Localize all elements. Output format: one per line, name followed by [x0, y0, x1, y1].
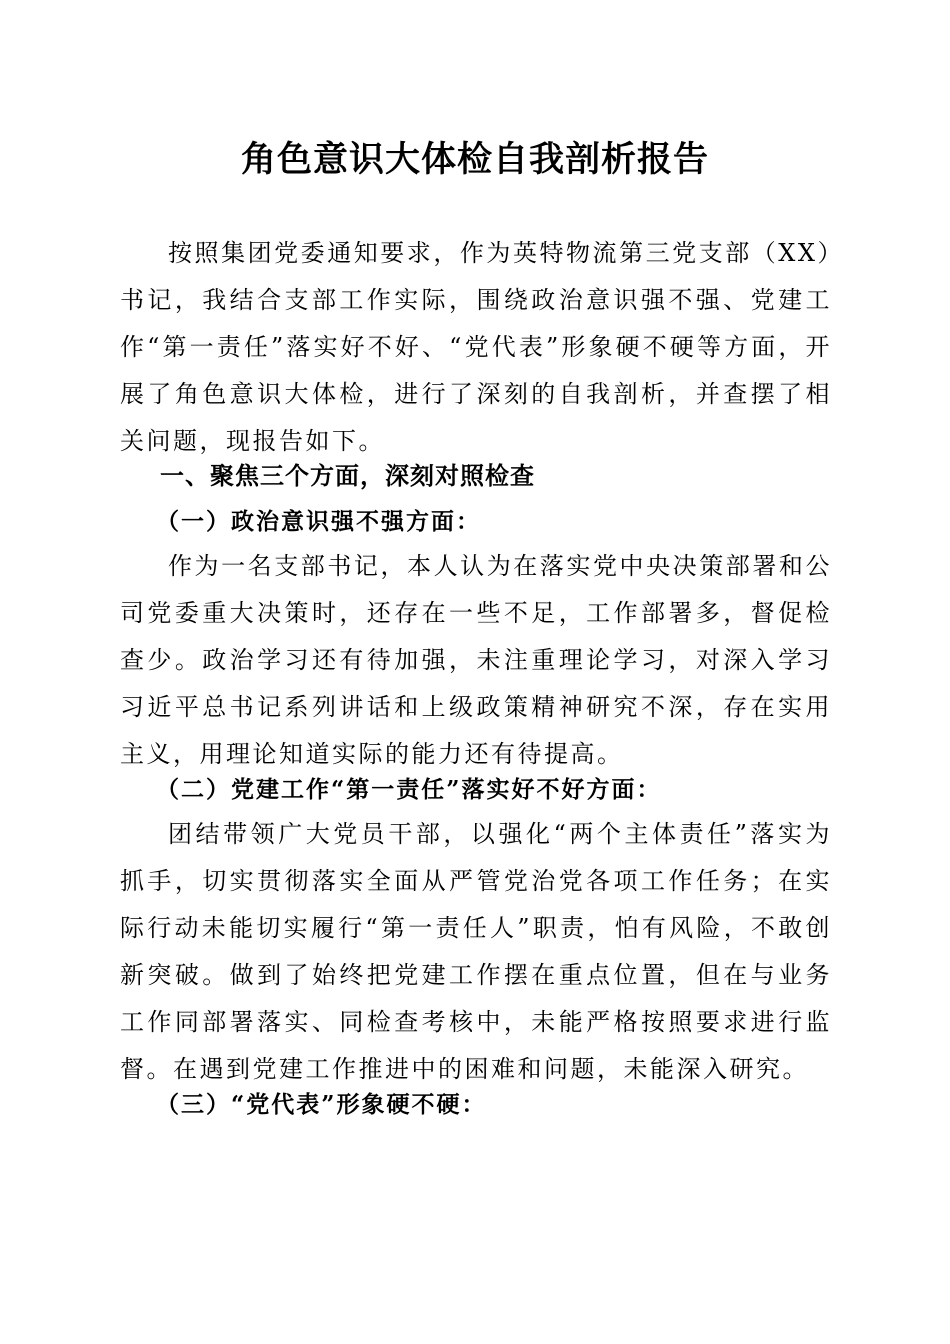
intro-paragraph: 按照集团党委通知要求，作为英特物流第三党支部（XX）书记，我结合支部工作实际，围绕政治意识强不强、党建工作“第一责任”落实好不好、“党代表”形象硬不硬等方面，开展了角色意识大体检，进行了深刻的自我剖析，并查摆了相关问题，现报告如下。: [120, 239, 832, 455]
document-title: 角色意识大体检自我剖析报告: [240, 139, 709, 180]
subsection-paragraph-political: 作为一名支部书记，本人认为在落实党中央决策部署和公司党委重大决策时，还存在一些不足，工作部署多，督促检查少。政治学习还有待加强，未注重理论学习，对深入学习习近平总书记系列讲话和上级政策精神研究不深，存在实用主义，用理论知道实际的能力还有待提高。: [120, 552, 832, 768]
subsection-paragraph-party-building: 团结带领广大党员干部，以强化“两个主体责任”落实为抓手，切实贯彻落实全面从严管党治党各项工作任务；在实际行动未能切实履行“第一责任人”职责，怕有风险，不敢创新突破。做到了始终把党建工作摆在重点位置，但在与业务工作同部署落实、同检查考核中，未能严格按照要求进行监督。在遇到党建工作推进中的困难和问题，未能深入研究。: [120, 820, 832, 1083]
subsection-heading-party-building: （二）党建工作“第一责任”落实好不好方面：: [156, 776, 662, 803]
subsection-heading-political: （一）政治意识强不强方面：: [156, 508, 481, 535]
subsection-heading-party-image: （三）“党代表”形象硬不硬：: [156, 1091, 487, 1118]
section-heading-1: 一、聚焦三个方面，深刻对照检查: [160, 462, 535, 490]
